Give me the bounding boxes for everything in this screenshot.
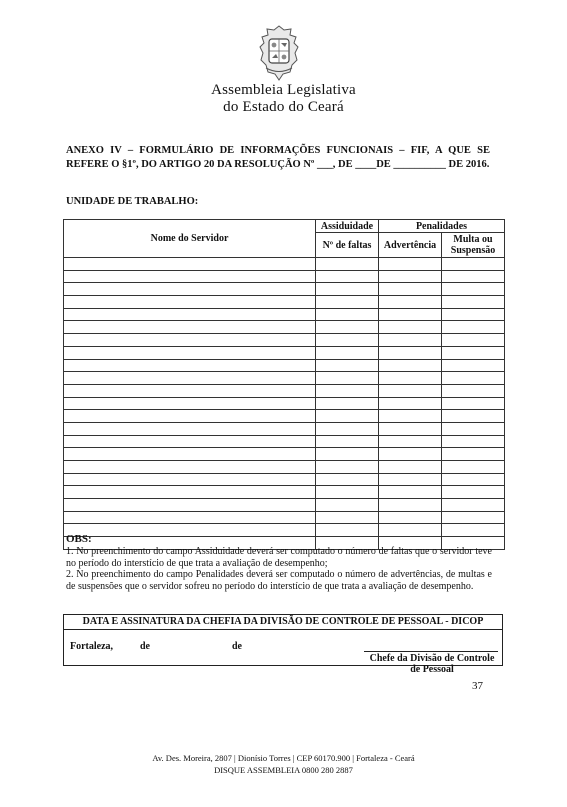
- table-row: [64, 448, 505, 461]
- cell-warning[interactable]: [379, 384, 442, 397]
- cell-employee-name[interactable]: [64, 397, 316, 410]
- cell-absences[interactable]: [316, 296, 379, 309]
- footer-address: Av. Des. Moreira, 2807 | Dionísio Torres | CEP 60170.900 | Fortaleza - Ceará: [152, 753, 415, 763]
- cell-warning[interactable]: [379, 486, 442, 499]
- obs-item-1: 1. No preenchimento do campo Assiduidade deverá ser computado o número de faltas que o servidor teve no período do interstício de que trata a avaliação de desempenho;: [66, 546, 492, 569]
- cell-warning[interactable]: [379, 511, 442, 524]
- header-fine-suspension: Multa ou Suspensão: [442, 233, 505, 258]
- table-row: [64, 308, 505, 321]
- header-employee-name: Nome do Servidor: [64, 220, 316, 258]
- table-row: [64, 283, 505, 296]
- table-row: [64, 258, 505, 271]
- signature-line: [364, 651, 498, 652]
- table-row: [64, 384, 505, 397]
- cell-warning[interactable]: [379, 321, 442, 334]
- cell-warning[interactable]: [379, 461, 442, 474]
- cell-employee-name[interactable]: [64, 258, 316, 271]
- table-row: [64, 372, 505, 385]
- cell-absences[interactable]: [316, 359, 379, 372]
- cell-fine-suspension[interactable]: [442, 473, 505, 486]
- cell-absences[interactable]: [316, 473, 379, 486]
- cell-employee-name[interactable]: [64, 359, 316, 372]
- cell-employee-name[interactable]: [64, 283, 316, 296]
- signature-de-1: de: [140, 641, 150, 652]
- cell-warning[interactable]: [379, 258, 442, 271]
- cell-absences[interactable]: [316, 511, 379, 524]
- table-row: [64, 461, 505, 474]
- cell-employee-name[interactable]: [64, 372, 316, 385]
- cell-fine-suspension[interactable]: [442, 258, 505, 271]
- cell-warning[interactable]: [379, 283, 442, 296]
- table-body: [64, 258, 505, 550]
- cell-fine-suspension[interactable]: [442, 397, 505, 410]
- cell-warning[interactable]: [379, 346, 442, 359]
- cell-absences[interactable]: [316, 321, 379, 334]
- cell-absences[interactable]: [316, 448, 379, 461]
- cell-absences[interactable]: [316, 384, 379, 397]
- cell-employee-name[interactable]: [64, 524, 316, 537]
- cell-warning[interactable]: [379, 422, 442, 435]
- cell-absences[interactable]: [316, 524, 379, 537]
- cell-employee-name[interactable]: [64, 435, 316, 448]
- cell-warning[interactable]: [379, 296, 442, 309]
- signature-box: [63, 614, 503, 675]
- cell-warning[interactable]: [379, 334, 442, 347]
- obs-item-2: 2. No preenchimento do campo Penalidades deverá ser computado o número de advertências, de multas e de suspensões que o servidor sofreu no período do interstício de que trata a avaliação de desempenho.: [66, 569, 492, 592]
- cell-warning[interactable]: [379, 448, 442, 461]
- cell-fine-suspension[interactable]: [442, 359, 505, 372]
- cell-employee-name[interactable]: [64, 422, 316, 435]
- cell-warning[interactable]: [379, 308, 442, 321]
- cell-warning[interactable]: [379, 524, 442, 537]
- cell-fine-suspension[interactable]: [442, 334, 505, 347]
- cell-absences[interactable]: [316, 486, 379, 499]
- employee-info-table: [63, 219, 505, 550]
- cell-fine-suspension[interactable]: [442, 461, 505, 474]
- organization-name: Assembleia Legislativa: [211, 82, 356, 98]
- signature-caption: Chefe da Divisão de Controle de Pessoal: [369, 653, 495, 675]
- cell-fine-suspension[interactable]: [442, 448, 505, 461]
- cell-employee-name[interactable]: [64, 448, 316, 461]
- work-unit-label: UNIDADE DE TRABALHO:: [66, 196, 199, 207]
- table-row: [64, 422, 505, 435]
- cell-fine-suspension[interactable]: [442, 296, 505, 309]
- cell-employee-name[interactable]: [64, 511, 316, 524]
- cell-absences[interactable]: [316, 270, 379, 283]
- table-row: [64, 435, 505, 448]
- cell-employee-name[interactable]: [64, 270, 316, 283]
- cell-employee-name[interactable]: [64, 499, 316, 512]
- cell-absences[interactable]: [316, 499, 379, 512]
- table-row: [64, 359, 505, 372]
- cell-fine-suspension[interactable]: [442, 321, 505, 334]
- table-row: [64, 524, 505, 537]
- cell-warning[interactable]: [379, 473, 442, 486]
- cell-employee-name[interactable]: [64, 308, 316, 321]
- coat-of-arms-seal: [256, 25, 302, 81]
- cell-fine-suspension[interactable]: [442, 524, 505, 537]
- table-row: [64, 486, 505, 499]
- cell-employee-name[interactable]: [64, 334, 316, 347]
- cell-employee-name[interactable]: [64, 486, 316, 499]
- header-absences: Nº de faltas: [316, 233, 379, 258]
- obs-title: OBS:: [66, 533, 92, 545]
- organization-subtitle: do Estado do Ceará: [223, 99, 344, 115]
- cell-fine-suspension[interactable]: [442, 372, 505, 385]
- table-row: [64, 270, 505, 283]
- page-number: 37: [472, 680, 483, 692]
- table-row: [64, 410, 505, 423]
- cell-absences[interactable]: [316, 410, 379, 423]
- table-row: [64, 473, 505, 486]
- annex-title: ANEXO IV – FORMULÁRIO DE INFORMAÇÕES FUNCIONAIS – FIF, A QUE SE REFERE O §1º, DO ARTIGO 20 DA RESOLUÇÃO Nº ___, DE ____DE __________ DE 2016.: [66, 145, 490, 170]
- cell-employee-name[interactable]: [64, 346, 316, 359]
- cell-warning[interactable]: [379, 270, 442, 283]
- table-row: [64, 397, 505, 410]
- cell-fine-suspension[interactable]: [442, 283, 505, 296]
- cell-fine-suspension[interactable]: [442, 486, 505, 499]
- cell-fine-suspension[interactable]: [442, 346, 505, 359]
- cell-absences[interactable]: [316, 346, 379, 359]
- cell-warning[interactable]: [379, 372, 442, 385]
- cell-absences[interactable]: [316, 422, 379, 435]
- cell-employee-name[interactable]: [64, 461, 316, 474]
- cell-absences[interactable]: [316, 435, 379, 448]
- table-row: [64, 334, 505, 347]
- table-row: [64, 296, 505, 309]
- cell-warning[interactable]: [379, 410, 442, 423]
- cell-absences[interactable]: [316, 372, 379, 385]
- table-row: [64, 321, 505, 334]
- cell-fine-suspension[interactable]: [442, 384, 505, 397]
- cell-fine-suspension[interactable]: [442, 270, 505, 283]
- cell-fine-suspension[interactable]: [442, 511, 505, 524]
- cell-absences[interactable]: [316, 334, 379, 347]
- cell-warning[interactable]: [379, 499, 442, 512]
- footer-hotline: DISQUE ASSEMBLEIA 0800 280 2887: [214, 765, 353, 775]
- cell-employee-name[interactable]: [64, 384, 316, 397]
- cell-absences[interactable]: [316, 308, 379, 321]
- header-penalties: Penalidades: [379, 220, 505, 233]
- signature-heading: DATA E ASSINATURA DA CHEFIA DA DIVISÃO DE CONTROLE DE PESSOAL - DICOP: [64, 615, 502, 630]
- table-row: [64, 499, 505, 512]
- cell-fine-suspension[interactable]: [442, 410, 505, 423]
- signature-city: Fortaleza,: [70, 641, 114, 652]
- cell-fine-suspension[interactable]: [442, 422, 505, 435]
- cell-absences[interactable]: [316, 397, 379, 410]
- header-attendance: Assiduidade: [316, 220, 379, 233]
- cell-absences[interactable]: [316, 258, 379, 271]
- cell-employee-name[interactable]: [64, 296, 316, 309]
- cell-warning[interactable]: [379, 359, 442, 372]
- cell-employee-name[interactable]: [64, 410, 316, 423]
- cell-warning[interactable]: [379, 435, 442, 448]
- cell-employee-name[interactable]: [64, 473, 316, 486]
- header-warning: Advertência: [379, 233, 442, 258]
- cell-fine-suspension[interactable]: [442, 308, 505, 321]
- cell-warning[interactable]: [379, 397, 442, 410]
- cell-absences[interactable]: [316, 461, 379, 474]
- cell-fine-suspension[interactable]: [442, 435, 505, 448]
- cell-employee-name[interactable]: [64, 321, 316, 334]
- cell-absences[interactable]: [316, 283, 379, 296]
- table-row: [64, 511, 505, 524]
- cell-fine-suspension[interactable]: [442, 499, 505, 512]
- table-row: [64, 346, 505, 359]
- signature-de-2: de: [232, 641, 242, 652]
